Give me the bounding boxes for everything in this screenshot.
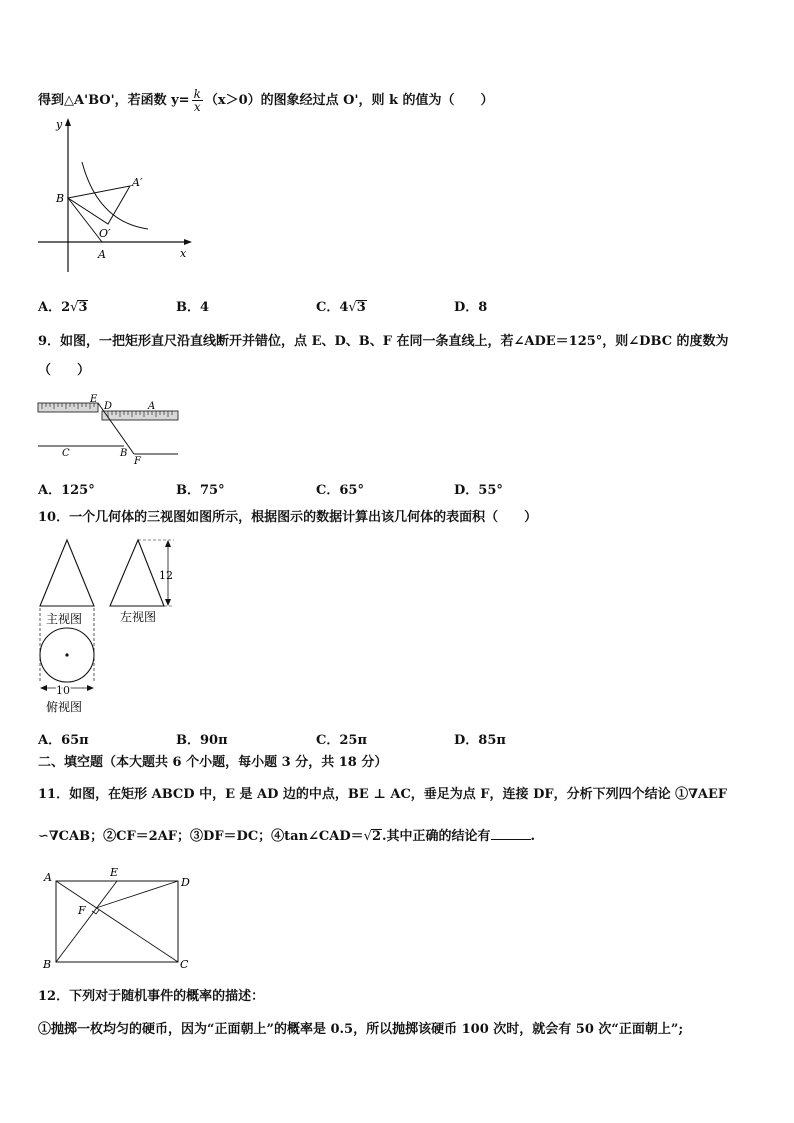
q8-option-a-prefix: A．2: [38, 300, 71, 315]
q10-height-value: 12: [159, 569, 173, 582]
q11-label-a: A: [44, 871, 52, 884]
q9-label-f: F: [134, 456, 141, 466]
q9-figure: [36, 394, 186, 466]
q8-label-x: x: [180, 247, 187, 260]
q12-item-1: ①抛掷一枚均匀的硬币，因为“正面朝上”的概率是 0.5，所以抛掷该硬币 100 次时，就会有 50 次“正面朝上”;: [38, 1022, 684, 1037]
q9-label-e: E: [90, 394, 98, 405]
q10-option-c[interactable]: C．25π: [316, 733, 367, 748]
q10-left-label: 左视图: [120, 610, 157, 624]
q11-line2-radicand: 2: [371, 829, 381, 844]
q10-dim-arrow-down: [165, 599, 171, 606]
q9-stem-line1: 9．如图，一把矩形直尺沿直线断开并错位，点 E、D、B、F 在同一条直线上，若∠ADE＝125°，则∠DBC 的度数为: [38, 334, 729, 349]
q11-answer-blank[interactable]: [491, 827, 531, 840]
q10-option-d[interactable]: D．85π: [454, 733, 506, 748]
q9-label-b: B: [120, 448, 128, 459]
q8-y-arrow: [65, 118, 71, 126]
q8-x-arrow: [184, 239, 192, 245]
q10-dim-arrow-left: [40, 685, 47, 691]
q11-line2-end: .: [530, 829, 536, 844]
q10-dim-arrow-right: [87, 685, 94, 691]
q8-option-d[interactable]: D．8: [454, 300, 488, 315]
q8-hyperbola: [82, 162, 148, 229]
q10-option-b[interactable]: B．90π: [176, 733, 228, 748]
q8-text-after: （x＞0）的图象经过点 O'，则 k 的值为（ ）: [204, 93, 494, 108]
q9-option-c[interactable]: C．65°: [316, 483, 364, 498]
q9-label-d: D: [104, 401, 113, 412]
q11-label-c: C: [180, 958, 189, 971]
q8-frac-num: k: [193, 87, 201, 101]
q11-line2-a: ∽∇CAB；②CF＝2AF；③DF＝DC；④tan∠CAD＝: [38, 829, 364, 844]
q8-option-a[interactable]: [38, 296, 88, 315]
q10-width-value: 10: [56, 684, 70, 697]
q8-text-before: 得到△A'BO'，若函数 y=: [38, 93, 190, 108]
q8-stem: [38, 88, 494, 113]
q9-option-a[interactable]: A．125°: [38, 483, 95, 498]
q8-option-b[interactable]: B．4: [176, 300, 210, 315]
q8-fraction: [192, 88, 203, 113]
q10-top-label: 俯视图: [46, 700, 83, 714]
q8-triangle-abo-prime: [68, 186, 130, 224]
q10-dim-arrow-up: [165, 540, 171, 547]
q8-label-y: y: [56, 118, 63, 131]
q8-label-a: A: [98, 248, 106, 261]
q12-stem: 12．下列对于随机事件的概率的描述：: [38, 989, 265, 1004]
q9-label-c: C: [62, 448, 70, 459]
q11-diagonal-ac: [56, 881, 178, 962]
q9-option-d[interactable]: D．55°: [454, 483, 503, 498]
q11-figure: [38, 864, 198, 974]
q10-front-view: [40, 540, 94, 606]
q10-figure: [34, 534, 184, 719]
q11-stem-line1: 11．如图，在矩形 ABCD 中，E 是 AD 边的中点，BE ⊥ AC，垂足为点 F，连接 DF，分析下列四个结论 ①∇AEF: [38, 787, 728, 802]
q8-option-c[interactable]: [316, 296, 367, 315]
q11-label-f: F: [78, 904, 86, 917]
q10-front-label: 主视图: [46, 612, 83, 626]
q10-left-view: [110, 540, 164, 606]
q9-label-a: A: [148, 401, 156, 412]
sqrt-icon: √: [348, 300, 357, 315]
q11-stem-line2: [38, 827, 535, 846]
q8-option-a-radicand: 3: [78, 300, 88, 315]
q9-ruler-left: [38, 403, 98, 412]
q11-line2-b: .其中正确的结论有: [382, 829, 491, 844]
q8-label-a-prime: A′: [132, 176, 143, 189]
q8-label-b: B: [56, 192, 65, 205]
q11-segment-be: [56, 881, 117, 962]
q8-segment-ba: [68, 198, 102, 242]
q11-label-d: D: [181, 876, 190, 889]
q9-stem-line2: （ ）: [38, 363, 91, 378]
q11-label-e: E: [110, 866, 119, 879]
section-heading: 二、填空题（本大题共 6 个小题，每小题 3 分，共 18 分）: [38, 755, 388, 770]
q8-option-c-prefix: C．4: [316, 300, 349, 315]
q10-top-view-center: [65, 653, 68, 656]
q11-segment-df: [96, 881, 178, 908]
q11-label-b: B: [43, 958, 52, 971]
q10-option-a[interactable]: A．65π: [38, 733, 89, 748]
q8-frac-den: x: [193, 100, 201, 114]
q9-option-b[interactable]: B．75°: [176, 483, 225, 498]
q10-stem: 10．一个几何体的三视图如图所示，根据图示的数据计算出该几何体的表面积（ ）: [38, 510, 538, 525]
q8-label-o-prime: O′: [99, 227, 111, 240]
q8-figure: [30, 114, 200, 279]
q8-option-c-radicand: 3: [356, 300, 366, 315]
sqrt-icon: √: [363, 829, 372, 844]
sqrt-icon: √: [70, 300, 79, 315]
